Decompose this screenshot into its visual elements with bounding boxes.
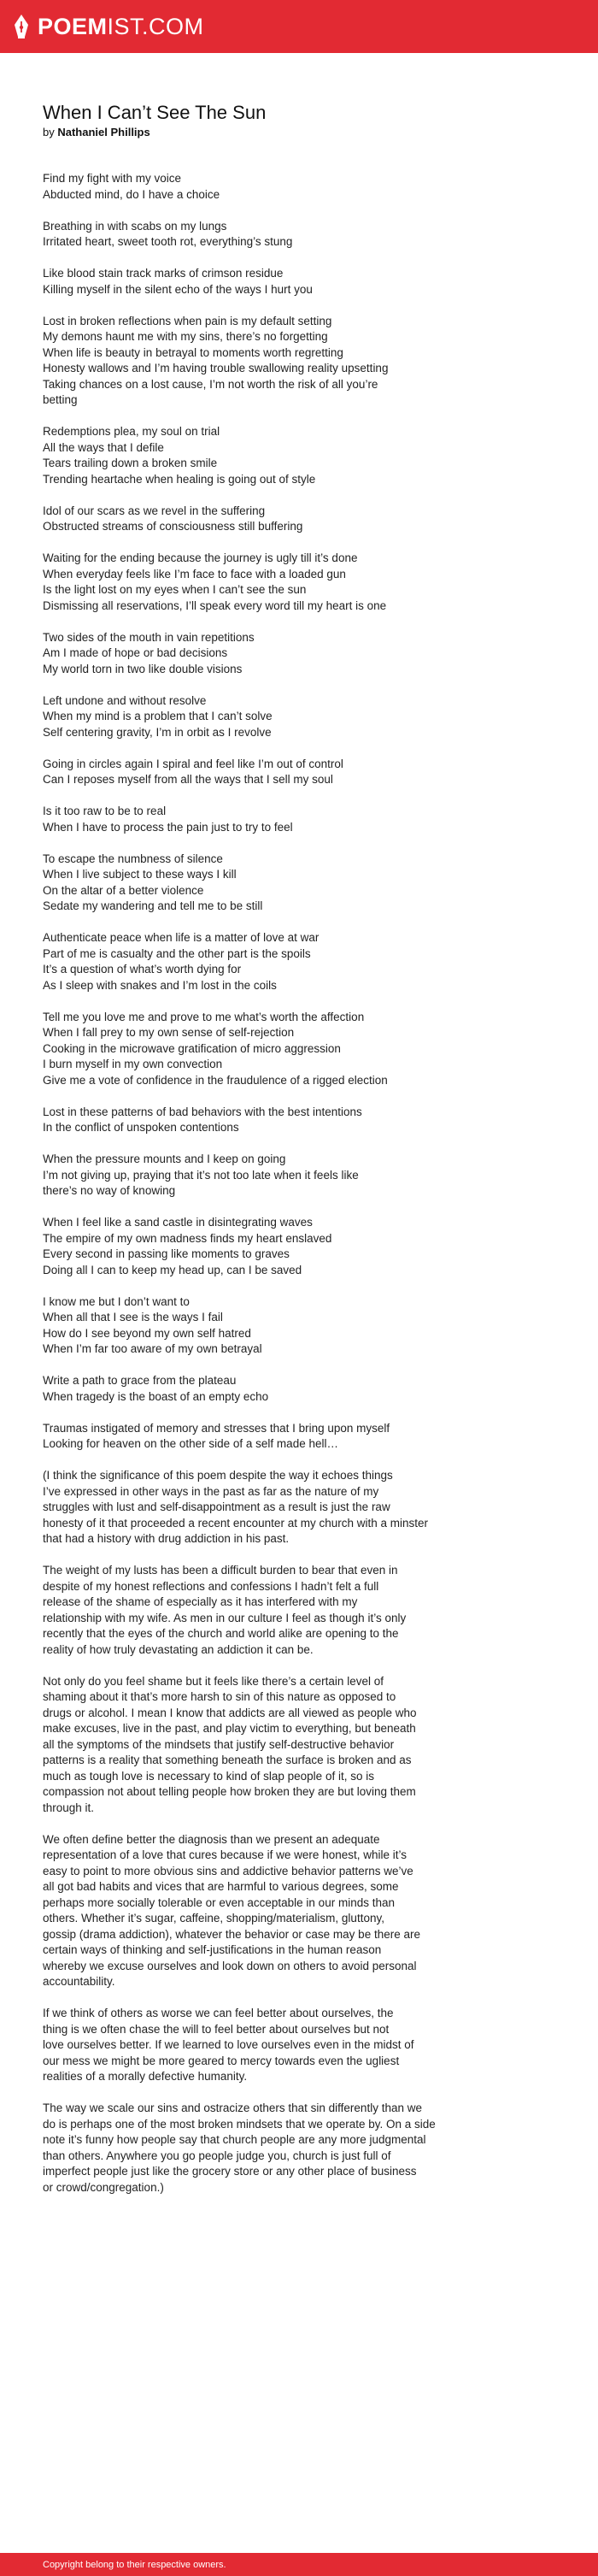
poem-stanza <box>43 630 504 678</box>
poem-line: Not only do you feel shame but it feels like there’s a certain level of <box>43 1674 384 1688</box>
poem-line: Redemptions plea, my soul on trial <box>43 425 220 438</box>
poem-line: Breathing in with scabs on my lungs <box>43 219 227 233</box>
poem-line: All the ways that I defile <box>43 440 164 454</box>
poem-stanza <box>43 504 504 535</box>
poem-line: Left undone and without resolve <box>43 693 207 707</box>
pen-nib-icon <box>12 14 31 39</box>
poem-stanza <box>43 1215 504 1278</box>
poem-line: When the pressure mounts and I keep on going <box>43 1152 286 1165</box>
poem-line: When tragedy is the boast of an empty echo <box>43 1389 269 1403</box>
poem-line: Looking for heaven on the other side of a self made hell… <box>43 1437 338 1450</box>
poem-line: The weight of my lusts has been a difficult burden to bear that even in <box>43 1564 398 1577</box>
poem-line: Killing myself in the silent echo of the ways I hurt you <box>43 282 313 296</box>
poem-line: It’s a question of what’s worth dying for <box>43 963 242 976</box>
poem-line: I know me but I don’t want to <box>43 1294 190 1308</box>
poem-line: I’m not giving up, praying that it’s not too late when it feels like <box>43 1168 359 1182</box>
poem-line: (I think the significance of this poem despite the way it echoes things <box>43 1469 393 1482</box>
poem-line: My demons haunt me with my sins, there’s no forgetting <box>43 330 328 343</box>
poem-line: love ourselves better. If we learned to love ourselves even in the midst of <box>43 2038 414 2051</box>
poem-line: When I live subject to these ways I kill <box>43 868 237 881</box>
poem-line: whereby we excuse ourselves and look down on others to avoid personal <box>43 1959 417 1972</box>
poem-stanza <box>43 314 504 409</box>
poem-line: all got bad habits and vices that are harmful to various degrees, some <box>43 1880 399 1893</box>
poem-line: The empire of my own madness finds my heart enslaved <box>43 1231 332 1245</box>
poem-stanza <box>43 551 504 614</box>
poem-line: The way we scale our sins and ostracize others that sin differently than we <box>43 2101 422 2114</box>
poem-stanza <box>43 1294 504 1358</box>
poem-line: thing is we often chase the will to feel better about ourselves but not <box>43 2022 390 2036</box>
brand-light: IST.COM <box>107 13 204 39</box>
poem-line: When life is beauty in betrayal to moments worth regretting <box>43 345 343 359</box>
poem-line: Is the light lost on my eyes when I can’t see the sun <box>43 583 307 596</box>
poem-line: When my mind is a problem that I can’t solve <box>43 710 273 722</box>
poem-line: Self centering gravity, I’m in orbit as I revolve <box>43 725 272 739</box>
site-header <box>0 0 598 53</box>
poem-stanza <box>43 1421 504 1453</box>
poem-line: recently that the eyes of the church and world alike are opening to the <box>43 1627 399 1640</box>
poem-line: Can I reposes myself from all the ways that I sell my soul <box>43 773 333 786</box>
poem-line: When everyday feels like I’m face to face with a loaded gun <box>43 567 346 581</box>
poem-line: note it’s funny how people say that church people are any more judgmental <box>43 2133 426 2146</box>
copyright-text: Copyright belong to their respective owners. <box>43 2559 226 2570</box>
poem-line: Trending heartache when healing is going out of style <box>43 472 316 486</box>
site-footer <box>0 2553 598 2576</box>
poem-line: others. Whether it’s sugar, caffeine, shopping/materialism, gluttony, <box>43 1912 384 1925</box>
poem-line: despite of my honest reflections and confessions I hadn’t felt a full <box>43 1579 379 1593</box>
poem-line: through it. <box>43 1801 95 1814</box>
poem-line: realities of a morally defective humanity. <box>43 2070 248 2083</box>
by-label: by <box>43 126 55 139</box>
poem-line: betting <box>43 393 78 406</box>
poem-stanza <box>43 804 504 835</box>
poem-line: reality of how truly devastating an addiction it can be. <box>43 1642 314 1656</box>
brand-bold: POEM <box>38 13 108 39</box>
poem-line: Am I made of hope or bad decisions <box>43 646 228 659</box>
poem-line: there’s no way of knowing <box>43 1184 176 1197</box>
author-link[interactable]: Nathaniel Phillips <box>57 126 150 139</box>
poem-stanza <box>43 1010 504 1089</box>
poem-line: struggles with lust and self-disappointment as a result is just the raw <box>43 1500 390 1513</box>
poem-line: Tell me you love me and prove to me what’s worth the affection <box>43 1010 365 1023</box>
poem-line: Waiting for the ending because the journey is ugly till it’s done <box>43 551 358 564</box>
poem-line: Abducted mind, do I have a choice <box>43 187 220 201</box>
poem-stanza <box>43 424 504 487</box>
poem-stanza <box>43 852 504 915</box>
poem-line: Traumas instigated of memory and stresses that I bring upon myself <box>43 1421 390 1435</box>
poem-line: honesty of it that proceeded a recent encounter at my church with a minster <box>43 1516 428 1530</box>
poem-line: Idol of our scars as we revel in the suffering <box>43 504 266 517</box>
poem-line: When I fall prey to my own sense of self-rejection <box>43 1026 295 1039</box>
poem-line: imperfect people just like the grocery store or any other place of business <box>43 2165 417 2178</box>
poem-line: Honesty wallows and I’m having trouble swallowing reality upsetting <box>43 362 389 374</box>
poem-line: easy to point to more obvious sins and addictive behavior patterns we’ve <box>43 1864 413 1877</box>
poem-line: certain ways of thinking and self-justifications in the human reason <box>43 1943 382 1956</box>
poem-line: make excuses, live in the past, and play victim to everything, but beneath <box>43 1722 416 1735</box>
poem-stanza <box>43 1674 504 1817</box>
poem-content <box>43 101 504 2212</box>
poem-line: representation of a love that cures because if we were honest, while it’s <box>43 1848 407 1861</box>
poem-line: that had a history with drug addiction in his past. <box>43 1532 290 1545</box>
byline <box>43 125 504 140</box>
poem-line: Is it too raw to be to real <box>43 805 167 817</box>
poem-body <box>43 171 504 2196</box>
poem-stanza <box>43 930 504 993</box>
poem-line: When all that I see is the ways I fail <box>43 1311 223 1323</box>
poem-stanza <box>43 1105 504 1136</box>
poem-stanza <box>43 2006 504 2085</box>
poem-line: How do I see beyond my own self hatred <box>43 1326 251 1340</box>
poem-stanza <box>43 1373 504 1405</box>
poem-line: much as tough love is necessary to kind of slap people of it, so is <box>43 1769 374 1783</box>
poem-line: I burn myself in my own convection <box>43 1058 223 1070</box>
poem-stanza <box>43 2101 504 2196</box>
poem-line: When I’m far too aware of my own betrayal <box>43 1342 262 1355</box>
poem-line: When I have to process the pain just to try to feel <box>43 820 293 834</box>
poem-line: Sedate my wandering and tell me to be still <box>43 899 263 912</box>
poem-line: Dismissing all reservations, I’ll speak every word till my heart is one <box>43 598 387 612</box>
poem-line: As I sleep with snakes and I’m lost in the coils <box>43 978 277 992</box>
poem-stanza <box>43 266 504 298</box>
poem-line: than others. Anywhere you go people judge you, church is just full of <box>43 2149 391 2162</box>
poem-stanza <box>43 1152 504 1200</box>
poem-line: Going in circles again I spiral and feel like I’m out of control <box>43 757 343 770</box>
poem-line: relationship with my wife. As men in our culture I feel as though it’s only <box>43 1611 407 1624</box>
poem-line: Two sides of the mouth in vain repetitions <box>43 630 255 644</box>
site-brand <box>38 15 204 38</box>
poem-line: Irritated heart, sweet tooth rot, everything’s stung <box>43 235 293 248</box>
poem-line: Lost in broken reflections when pain is my default setting <box>43 314 332 327</box>
poem-line: perhaps more socially tolerable or even acceptable in our minds than <box>43 1895 395 1909</box>
poem-line: I’ve expressed in other ways in the past as far as the nature of my <box>43 1484 379 1498</box>
poem-line: release of the shame of especially as it has interfered with my <box>43 1595 358 1608</box>
poem-line: To escape the numbness of silence <box>43 852 223 865</box>
poem-line: My world torn in two like double visions <box>43 662 243 675</box>
poem-line: drugs or alcohol. I mean I know that addicts are all viewed as people who <box>43 1706 417 1719</box>
poem-stanza <box>43 693 504 741</box>
poem-line: On the altar of a better violence <box>43 883 204 897</box>
poem-line: Find my fight with my voice <box>43 172 182 185</box>
poem-line: gossip (drama addiction), whatever the behavior or case may be there are <box>43 1927 420 1941</box>
poem-stanza <box>43 757 504 788</box>
poem-line: Every second in passing like moments to graves <box>43 1247 290 1260</box>
poem-line: In the conflict of unspoken contentions <box>43 1121 239 1134</box>
site-logo[interactable] <box>12 14 204 39</box>
poem-line: compassion not about telling people how broken they are but loving them <box>43 1785 416 1798</box>
poem-line: Taking chances on a lost cause, I’m not worth the risk of all you’re <box>43 377 378 391</box>
poem-line: If we think of others as worse we can feel better about ourselves, the <box>43 2007 394 2019</box>
poem-line: Obstructed streams of consciousness still buffering <box>43 520 303 533</box>
poem-line: Authenticate peace when life is a matter of love at war <box>43 931 320 944</box>
poem-line: patterns is a reality that something beneath the surface is broken and as <box>43 1754 412 1766</box>
poem-line: Cooking in the microwave gratification of micro aggression <box>43 1041 341 1055</box>
poem-line: shaming about it that’s more harsh to sin of this nature as opposed to <box>43 1690 396 1703</box>
poem-title: When I Can’t See The Sun <box>43 102 267 123</box>
poem-line: Doing all I can to keep my head up, can I be saved <box>43 1263 302 1276</box>
poem-stanza <box>43 171 504 203</box>
poem-stanza <box>43 1563 504 1658</box>
poem-stanza <box>43 1832 504 1990</box>
poem-line: Part of me is casualty and the other part is the spoils <box>43 946 311 960</box>
poem-line: Like blood stain track marks of crimson residue <box>43 267 284 280</box>
poem-line: Write a path to grace from the plateau <box>43 1374 237 1387</box>
poem-stanza <box>43 219 504 251</box>
poem-line: Give me a vote of confidence in the fraudulence of a rigged election <box>43 1073 388 1087</box>
poem-line: all the symptoms of the mindsets that justify self-destructive behavior <box>43 1737 395 1751</box>
poem-line: our mess we might be more geared to mercy towards even the ugliest <box>43 2054 400 2067</box>
poem-stanza <box>43 1468 504 1547</box>
poem-line: When I feel like a sand castle in disintegrating waves <box>43 1216 313 1229</box>
poem-line: We often define better the diagnosis than we present an adequate <box>43 1832 380 1846</box>
poem-line: Tears trailing down a broken smile <box>43 457 218 469</box>
poem-line: do is perhaps one of the most broken mindsets that we operate by. On a side <box>43 2117 436 2131</box>
poem-line: or crowd/congregation.) <box>43 2180 164 2194</box>
poem-line: accountability. <box>43 1975 115 1988</box>
poem-line: Lost in these patterns of bad behaviors with the best intentions <box>43 1105 362 1118</box>
